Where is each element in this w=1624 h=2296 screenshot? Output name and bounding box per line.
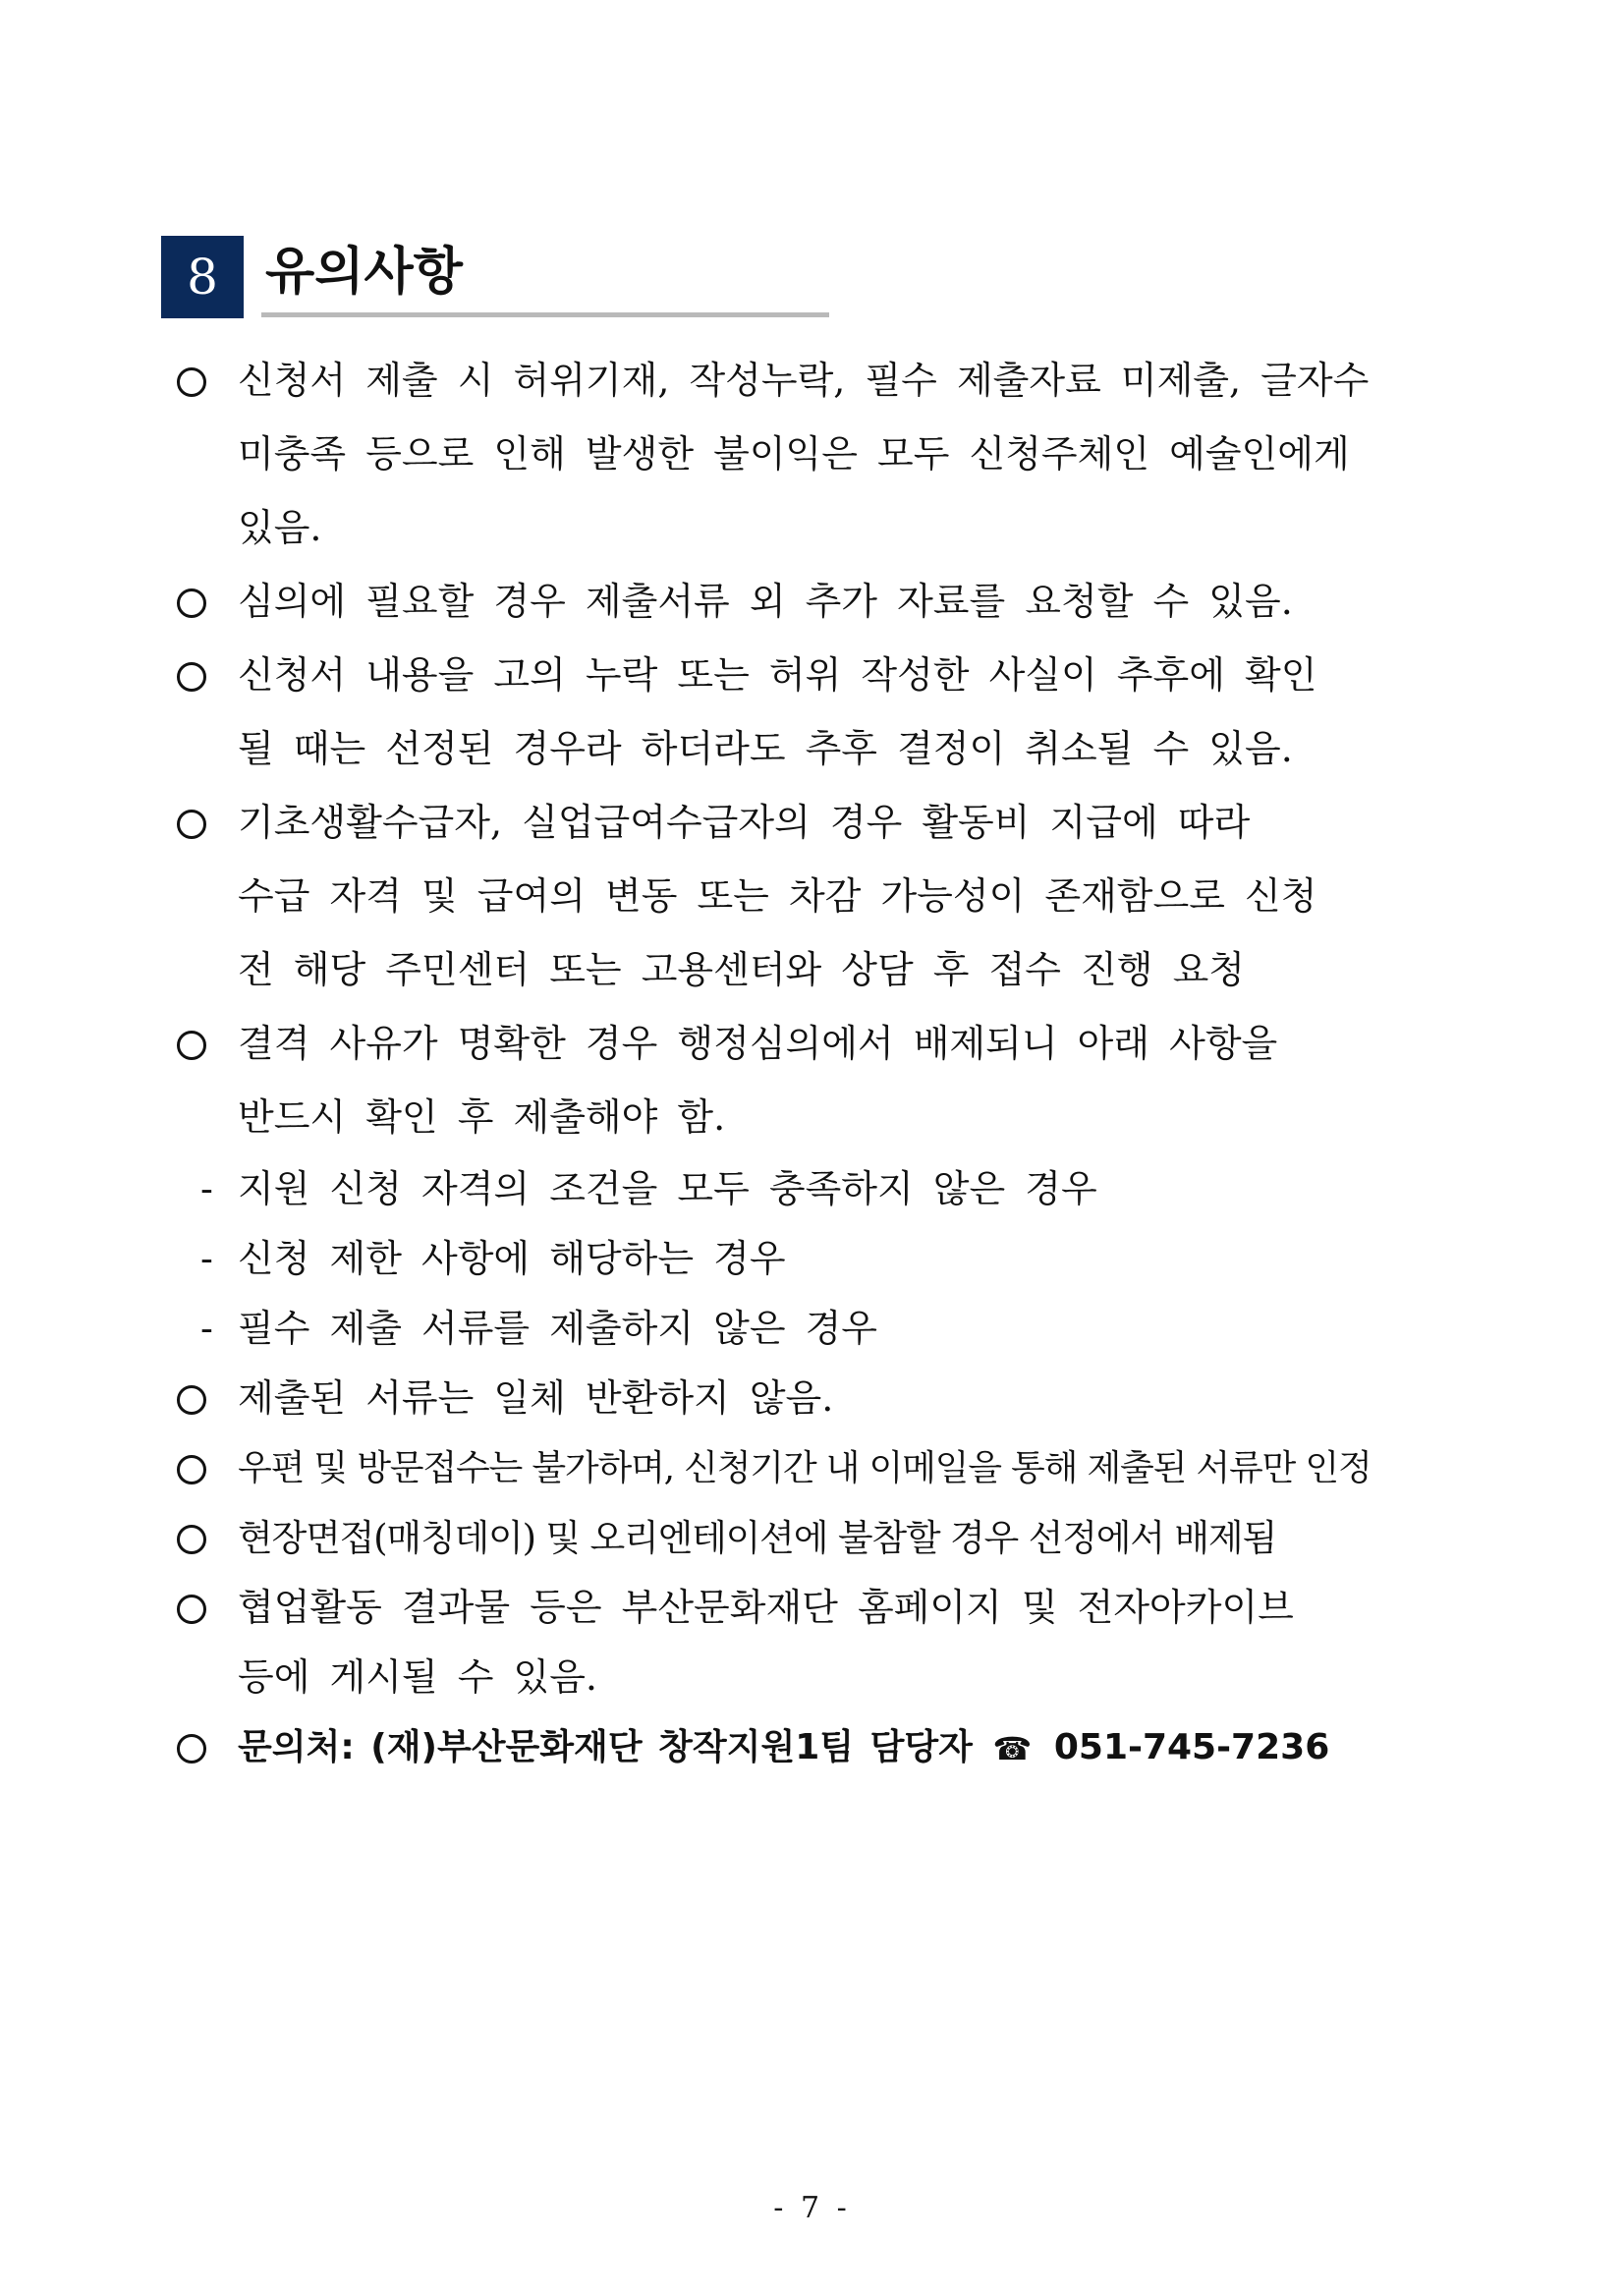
heading-underline xyxy=(261,312,829,317)
item-line: 결격 사유가 명확한 경우 행정심의에서 배제되니 아래 사항을 xyxy=(238,1022,1278,1065)
dash-bullet: - xyxy=(200,1307,213,1350)
circle-bullet-icon xyxy=(177,1595,206,1624)
item-line: 신청서 내용을 고의 누락 또는 허위 작성한 사실이 추후에 확인 xyxy=(238,653,1317,697)
circle-bullet-icon xyxy=(177,1385,206,1415)
circle-bullet-icon xyxy=(177,1455,206,1484)
item-line: 제출된 서류는 일체 반환하지 않음. xyxy=(238,1376,834,1420)
circle-bullet-icon xyxy=(177,1525,206,1554)
circle-bullet-icon xyxy=(177,1734,206,1764)
circle-bullet-icon xyxy=(177,662,206,692)
section-title: 유의사항 xyxy=(265,243,463,302)
item-line: 반드시 확인 후 제출해야 함. xyxy=(238,1095,726,1139)
item-line: 기초생활수급자, 실업급여수급자의 경우 활동비 지급에 따라 xyxy=(238,801,1251,844)
sub-item-text: 신청 제한 사항에 해당하는 경우 xyxy=(238,1237,786,1280)
item-line: 수급 자격 및 급여의 변동 또는 차감 가능성이 존재함으로 신청 xyxy=(238,874,1317,918)
notice-list xyxy=(173,344,1489,1784)
item-line: 등에 게시될 수 있음. xyxy=(238,1655,597,1699)
contact-phone: 051-745-7236 xyxy=(1053,1727,1330,1767)
list-item xyxy=(173,786,1489,1007)
list-item xyxy=(173,565,1489,639)
sub-list-item xyxy=(173,1294,1489,1364)
item-line: 심의에 필요할 경우 제출서류 외 추가 자료를 요청할 수 있음. xyxy=(238,580,1293,623)
list-item xyxy=(173,639,1489,786)
dash-bullet: - xyxy=(200,1167,213,1210)
item-line: 전 해당 주민센터 또는 고용센터와 상담 후 접수 진행 요청 xyxy=(238,948,1245,991)
item-line: 우편 및 방문접수는 불가하며, 신청기간 내 이메일을 통해 제출된 서류만 인정 xyxy=(238,1448,1372,1488)
list-item xyxy=(173,1433,1489,1503)
section-number: 8 xyxy=(161,236,244,318)
page-number: - 7 - xyxy=(773,2191,851,2225)
item-line: 될 때는 선정된 경우라 하더라도 추후 결정이 취소될 수 있음. xyxy=(238,727,1293,770)
sub-list-item xyxy=(173,1154,1489,1224)
sub-item-text: 지원 신청 자격의 조건을 모두 충족하지 않은 경우 xyxy=(238,1167,1097,1210)
sub-list-item xyxy=(173,1224,1489,1294)
list-item xyxy=(173,1364,1489,1433)
dash-bullet: - xyxy=(200,1237,213,1280)
item-line: 신청서 제출 시 허위기재, 작성누락, 필수 제출자료 미제출, 글자수 xyxy=(238,359,1370,402)
item-line: 협업활동 결과물 등은 부산문화재단 홈페이지 및 전자아카이브 xyxy=(238,1586,1294,1629)
contact-item xyxy=(173,1712,1489,1784)
circle-bullet-icon xyxy=(177,367,206,397)
list-item xyxy=(173,1573,1489,1712)
sub-item-text: 필수 제출 서류를 제출하지 않은 경우 xyxy=(238,1307,878,1350)
phone-icon: ☎ xyxy=(992,1729,1033,1767)
item-line: 있음. xyxy=(238,506,322,549)
list-item xyxy=(173,1007,1489,1154)
circle-bullet-icon xyxy=(177,810,206,839)
item-line: 현장면접(매칭데이) 및 오리엔테이션에 불참할 경우 선정에서 배제됨 xyxy=(238,1517,1277,1559)
item-line: 미충족 등으로 인해 발생한 불이익은 모두 신청주체인 예술인에게 xyxy=(238,432,1350,476)
list-item xyxy=(173,344,1489,565)
list-item xyxy=(173,1503,1489,1573)
circle-bullet-icon xyxy=(177,1031,206,1060)
section-heading xyxy=(161,236,829,322)
circle-bullet-icon xyxy=(177,588,206,618)
contact-label: 문의처: (재)부산문화재단 창작지원1팀 담당자 xyxy=(238,1727,973,1767)
